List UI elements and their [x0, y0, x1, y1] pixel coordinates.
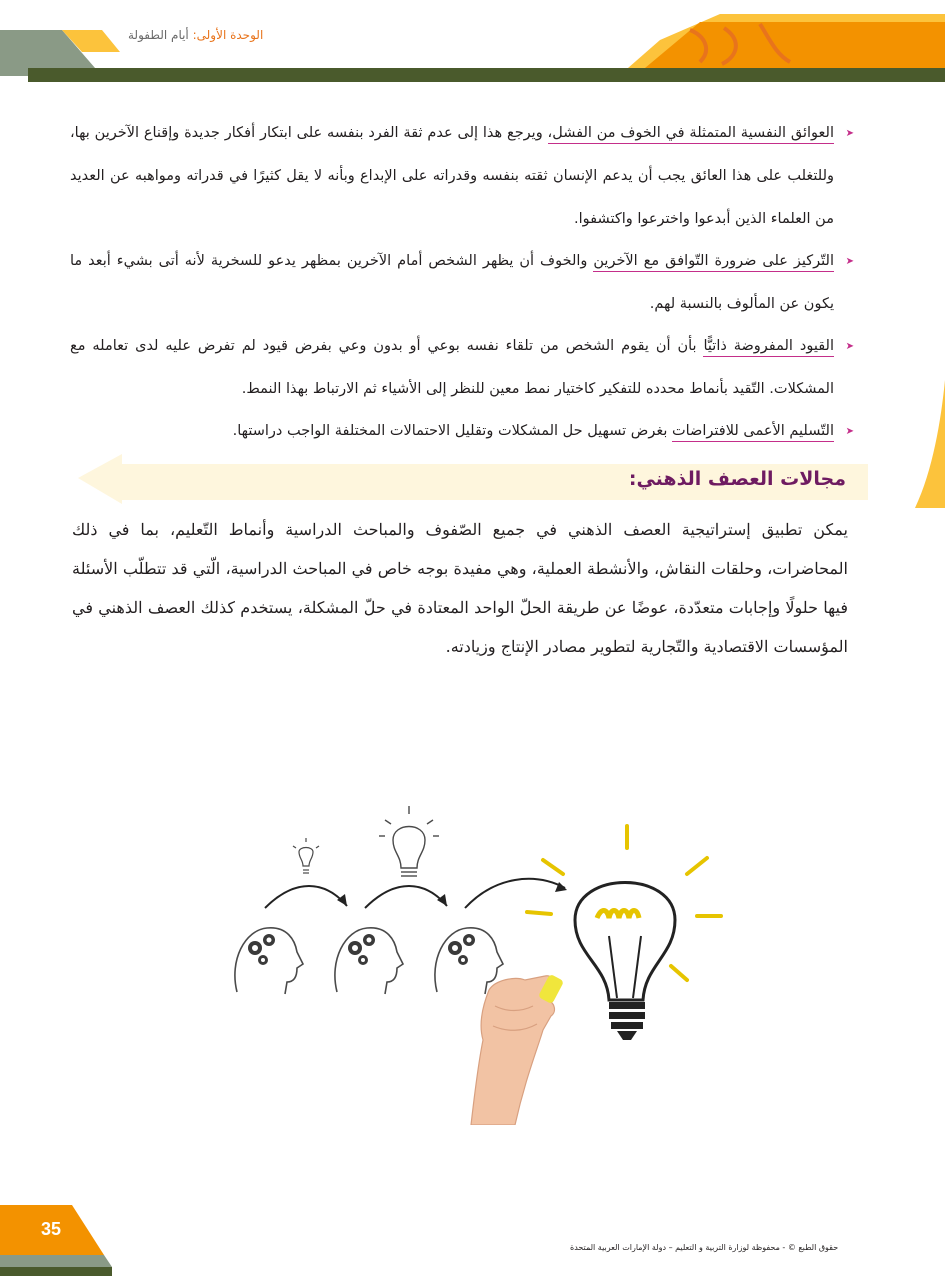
brainstorm-illustration [225, 780, 725, 1125]
bullet-arrow-icon: ➤ [845, 341, 854, 352]
page-header [0, 0, 945, 90]
lightbulb-icon [293, 838, 319, 873]
bullet-text: والخوف أن يظهر الشخص أمام الآخرين بمظهر يدعو للسخرية لأنه أتى بشيء أبعد ما يكون عن المألوف بالنسبة لهم. [70, 253, 834, 312]
lightbulb-icon [379, 806, 439, 876]
bullet-keyword: القيود المفروضة ذاتيًّا [703, 338, 834, 357]
copyright-notice: حقوق الطبع © - محفوظة لوزارة التربية و التعليم – دولة الإمارات العربية المتحدة [570, 1243, 839, 1252]
bullet-arrow-icon: ➤ [845, 128, 854, 139]
unit-prefix: الوحدة الأولى: [192, 28, 264, 42]
bullet-text: بغرض تسهيل حل المشكلات وتقليل الاحتمالات المختلفة الواجب دراستها. [232, 423, 672, 439]
bullet-keyword: التّسليم الأعمى للافتراضات [672, 423, 834, 442]
bullet-arrow-icon: ➤ [845, 426, 854, 437]
progress-arrow-icon [265, 879, 565, 908]
list-item [70, 240, 854, 326]
obstacles-list [70, 112, 854, 453]
bullet-arrow-icon: ➤ [845, 256, 854, 267]
unit-label [128, 24, 298, 46]
margin-swoosh [915, 380, 945, 510]
bullet-text: ويرجع هذا إلى عدم ثقة الفرد بنفسه على ابتكار أفكار جديدة وإقناع الآخرين بها، وللتغلب على هذا العائق يجب أن يدعم الإنسان ثقته بنفسه وقدراته على الإبداع وبأنه لا يقل كثيرًا في قدراته ومواهبه عن العديد من العلماء الذين أبدعوا واخترعوا واكتشفوا. [70, 125, 834, 227]
page-number: 35 [40, 1219, 62, 1239]
list-item [70, 410, 854, 453]
hand-with-marker [471, 974, 564, 1125]
section-heading [78, 452, 868, 508]
section-title: مجالات العصف الذهني: [628, 468, 846, 490]
body-paragraph: يمكن تطبيق إستراتيجية العصف الذهني في جميع الصّفوف والمباحث الدراسية وأنماط التّعليم، بما في ذلك المحاضرات، وحلقات النقاش، والأنشطة العملية، وهي مفيدة بوجه خاص في المباحث الدراسية، الّتي قد تتطلّب الأسئلة فيها حلولًا وإجابات متعدّدة، عوضًا عن طريقة الحلّ الواحد المعتادة في حلّ المشكلة، يستخدم كذلك العصف الذهني في المؤسسات الاقتصادية والتّجارية لتطوير مصادر الإنتاج وزيادته. [72, 520, 849, 656]
list-item [70, 325, 854, 411]
big-lightbulb-icon [527, 826, 721, 1040]
bullet-keyword: التّركيز على ضرورة التّوافق مع الآخرين [593, 253, 834, 272]
bullet-keyword: العوائق النفسية المتمثلة في الخوف من الفشل، [548, 125, 834, 144]
list-item [70, 112, 854, 241]
page-footer [0, 1205, 945, 1276]
unit-title: أيام الطفولة [128, 28, 189, 42]
footer-decoration [0, 1205, 945, 1276]
bullet-text: بأن أن يقوم الشخص من تلقاء نفسه بوعي أو بدون وعي بفرض قيود لم تفرض عليه لدى تعامله مع المشكلات. التّقيد بأنماط محدده للتفكير كاختيار نمط معين للنظر إلى الأشياء ثم الارتباط بهذا النمط. [70, 338, 834, 397]
